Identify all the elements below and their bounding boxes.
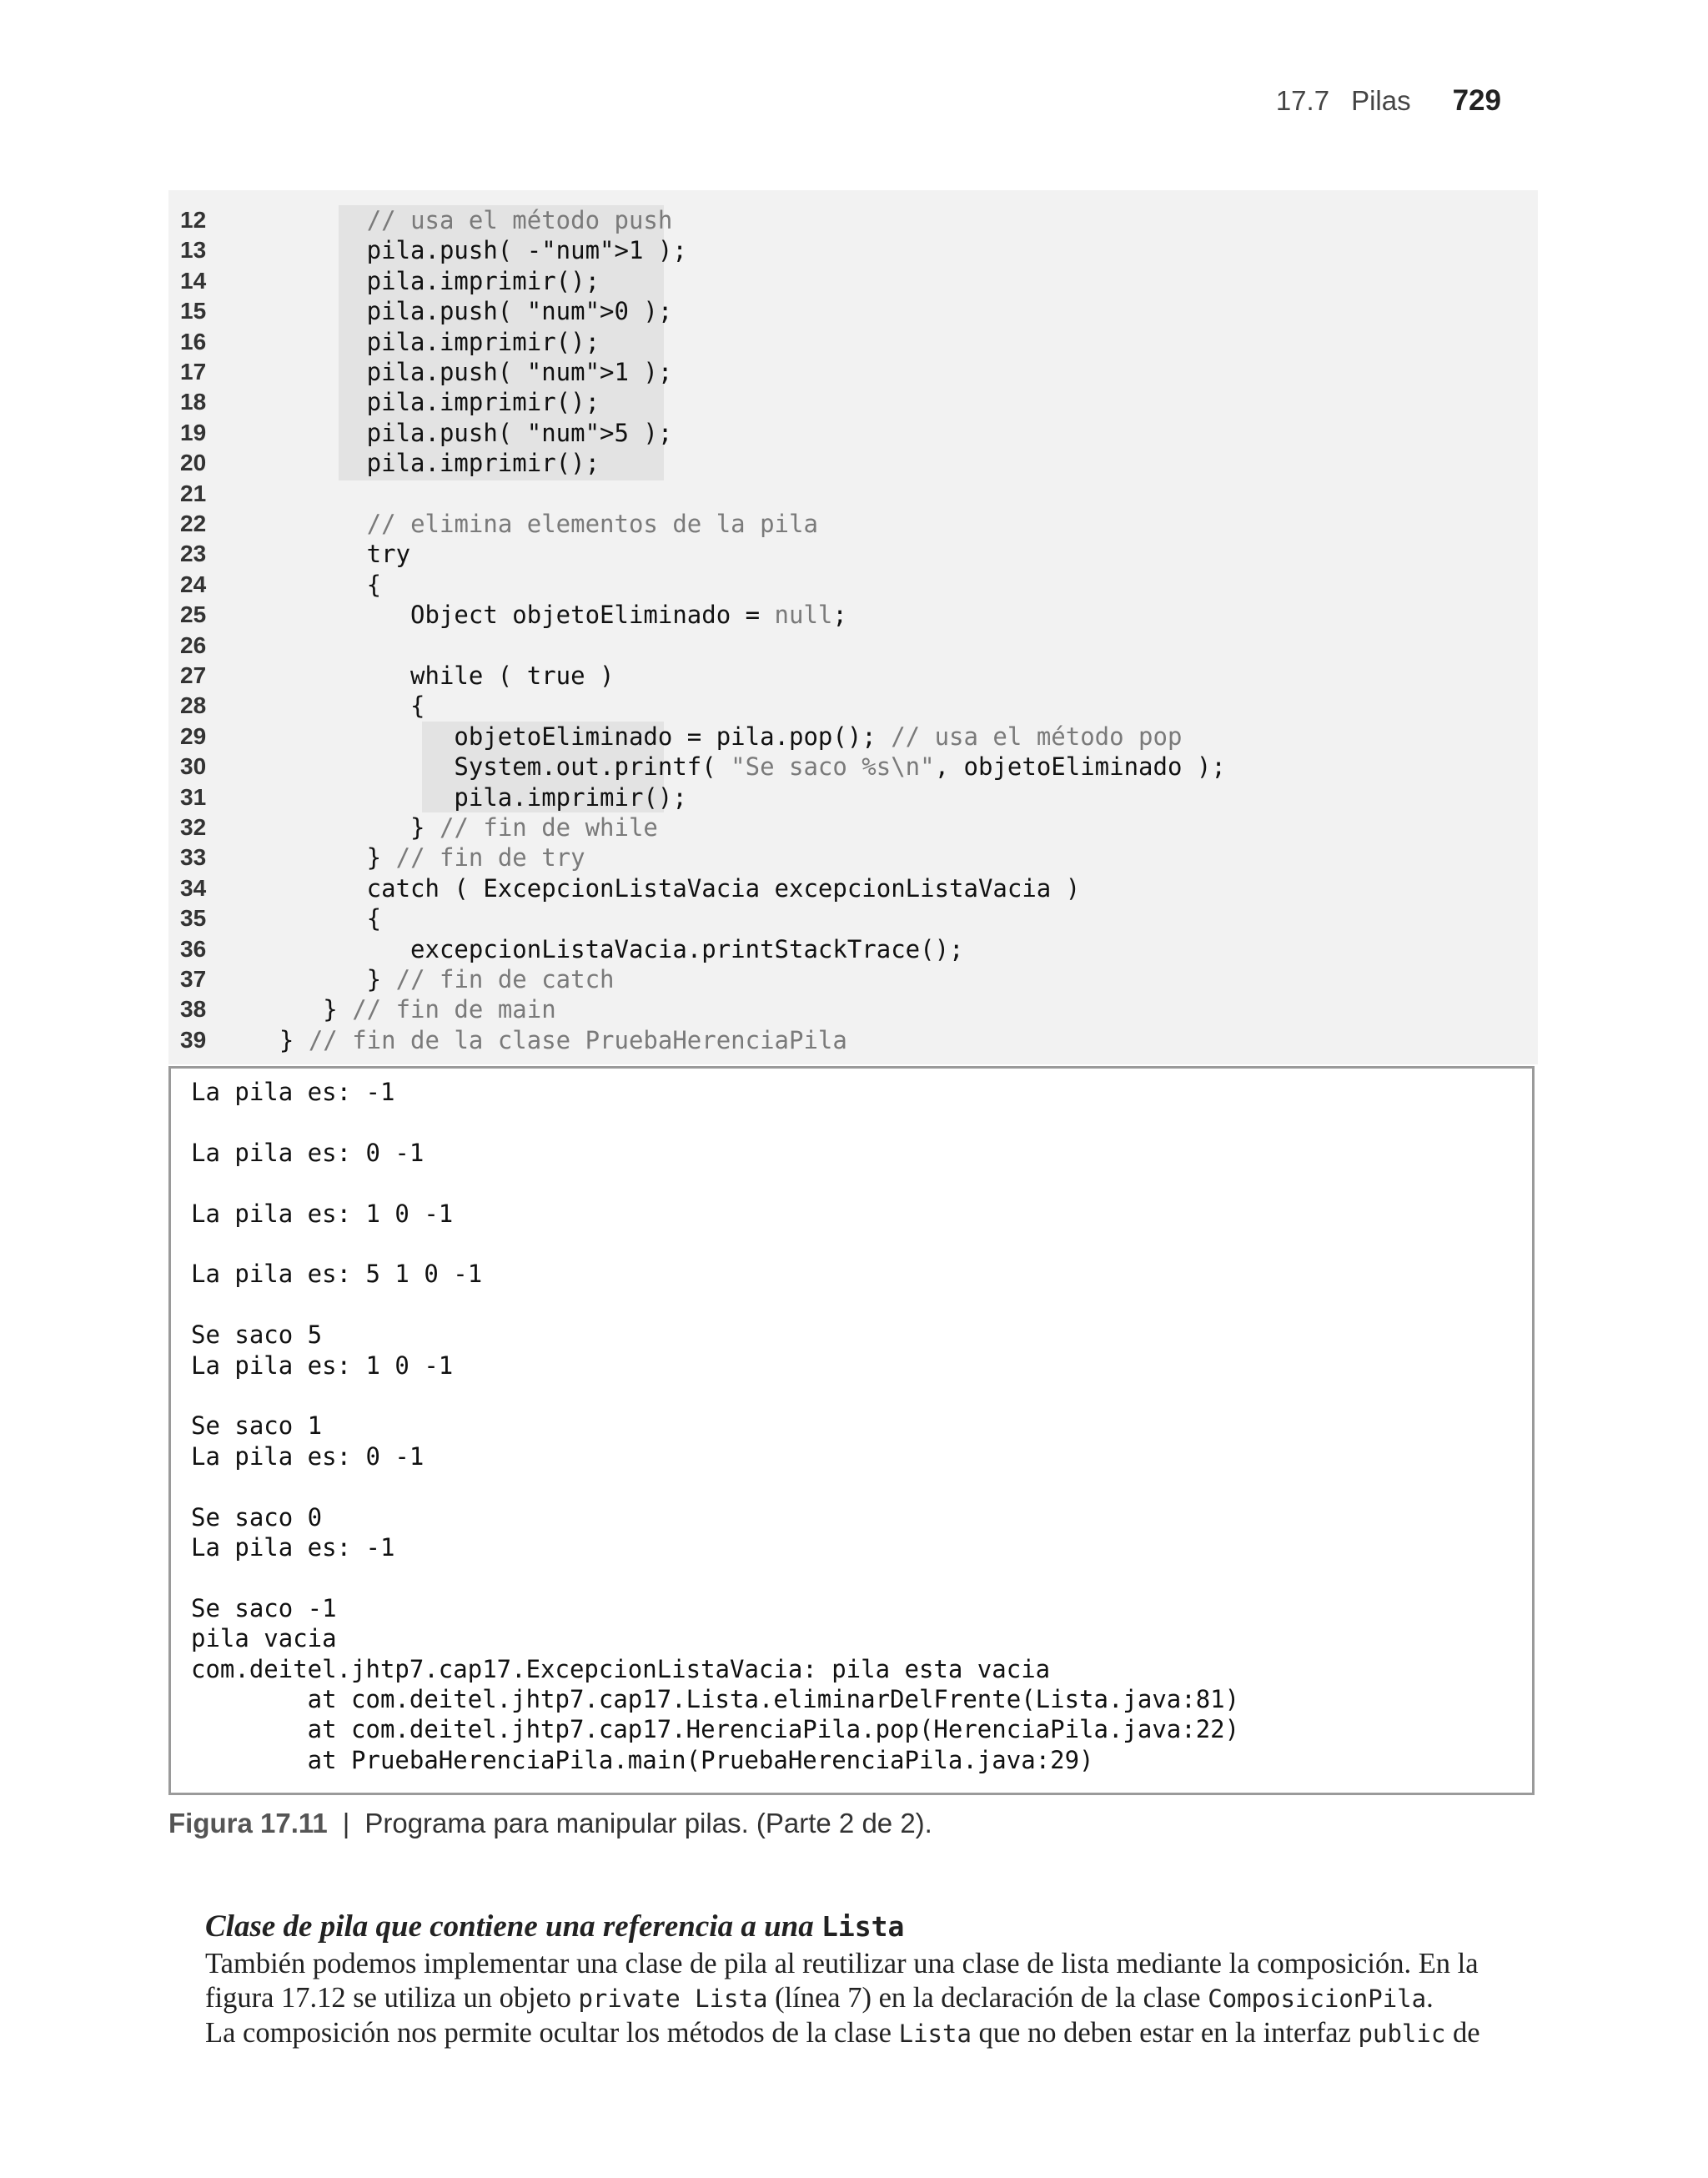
line-number: 16 bbox=[180, 328, 207, 355]
section-number: 17.7 bbox=[1275, 85, 1330, 116]
code-text: { bbox=[250, 904, 382, 933]
line-number: 34 bbox=[180, 874, 207, 901]
line-number: 35 bbox=[180, 905, 207, 932]
code-text: objetoEliminado = pila.pop(); // usa el método pop bbox=[250, 722, 1183, 751]
output-line: Se saco -1 bbox=[191, 1593, 337, 1622]
line-number: 21 bbox=[180, 480, 207, 506]
subheading-text: Clase de pila que contiene una referencia a una bbox=[205, 1909, 814, 1944]
code-text: pila.push( "num">1 ); bbox=[250, 358, 673, 386]
line-number: 30 bbox=[180, 753, 207, 780]
code-text: pila.push( -"num">1 ); bbox=[250, 236, 687, 265]
code-listing bbox=[168, 190, 1538, 1064]
section-title: Pilas bbox=[1351, 85, 1411, 116]
code-text: catch ( ExcepcionListaVacia excepcionListaVacia ) bbox=[250, 873, 1081, 903]
line-number: 37 bbox=[180, 966, 207, 992]
output-line: at PruebaHerenciaPila.main(PruebaHerenciaPila.java:29) bbox=[191, 1745, 1094, 1774]
code-public: public bbox=[1358, 2020, 1446, 2048]
output-line: Se saco 5 bbox=[191, 1320, 323, 1350]
code-text: pila.push( "num">5 ); bbox=[250, 418, 673, 447]
code-text: } // fin de main bbox=[250, 995, 556, 1024]
code-private-lista: private Lista bbox=[578, 1984, 768, 2013]
output-line: La pila es: -1 bbox=[191, 1078, 395, 1106]
output-line: Se saco 1 bbox=[191, 1411, 323, 1441]
line-number: 12 bbox=[180, 207, 207, 233]
line-number: 39 bbox=[180, 1026, 207, 1053]
code-text: { bbox=[250, 692, 425, 721]
line-number: 27 bbox=[180, 662, 207, 688]
line-number: 31 bbox=[180, 783, 207, 810]
paragraph-line-3-a: La composición nos permite ocultar los métodos de la clase bbox=[205, 2017, 892, 2049]
paragraph-line-1-text: También podemos implementar una clase de pila al reutilizar una clase de lista mediante la composición. En la bbox=[205, 1948, 1479, 1979]
line-number: 23 bbox=[180, 541, 207, 567]
figure-label: Figura 17.11 bbox=[168, 1808, 328, 1838]
paragraph-line-2-c: . bbox=[1426, 1982, 1434, 2014]
paragraph-line-2 bbox=[205, 1980, 1503, 2015]
line-number: 24 bbox=[180, 571, 207, 597]
output-line: La pila es: 0 -1 bbox=[191, 1138, 424, 1167]
figure-caption bbox=[168, 1803, 932, 1844]
output-line: La pila es: -1 bbox=[191, 1533, 395, 1562]
code-text: // usa el método push bbox=[366, 206, 673, 234]
line-number: 17 bbox=[180, 359, 207, 385]
code-text: Object objetoEliminado = null; bbox=[250, 601, 847, 630]
code-text: } // fin de la clase PruebaHerenciaPila bbox=[250, 1025, 847, 1054]
code-text: try bbox=[250, 540, 411, 569]
line-number: 13 bbox=[180, 237, 207, 264]
output-line: at com.deitel.jhtp7.cap17.Lista.eliminarDelFrente(Lista.java:81) bbox=[191, 1685, 1240, 1713]
paragraph-line-3-b: que no deben estar en la interfaz bbox=[978, 2017, 1351, 2049]
code-text: while ( true ) bbox=[250, 661, 615, 690]
output-line: Se saco 0 bbox=[191, 1502, 323, 1532]
code-text: } // fin de while bbox=[250, 813, 658, 842]
line-number: 32 bbox=[180, 814, 207, 840]
program-output bbox=[168, 1066, 1535, 1795]
code-text: { bbox=[250, 570, 382, 599]
code-text: } // fin de catch bbox=[250, 965, 615, 993]
line-number: 38 bbox=[180, 996, 207, 1023]
code-text: System.out.printf( "Se saco %s\n", objetoEliminado ); bbox=[250, 752, 1226, 782]
code-text: pila.imprimir(); bbox=[250, 449, 600, 478]
page-number: 729 bbox=[1452, 84, 1501, 117]
line-number: 33 bbox=[180, 844, 207, 871]
paragraph-line-2-b: (línea 7) en la declaración de la clase bbox=[775, 1982, 1201, 2014]
line-number: 19 bbox=[180, 419, 207, 445]
output-line: La pila es: 1 0 -1 bbox=[191, 1199, 454, 1228]
code-composicionpila: ComposicionPila bbox=[1208, 1984, 1427, 2013]
section-subheading bbox=[205, 1906, 904, 1948]
line-number: 14 bbox=[180, 267, 207, 294]
code-lista: Lista bbox=[898, 2020, 972, 2048]
code-text: pila.push( "num">0 ); bbox=[250, 297, 673, 326]
caption-text: Programa para manipular pilas. (Parte 2 de 2). bbox=[364, 1808, 932, 1838]
code-text: pila.imprimir(); bbox=[250, 327, 600, 356]
paragraph-line-3-c: de bbox=[1452, 2017, 1480, 2049]
output-line: at com.deitel.jhtp7.cap17.HerenciaPila.pop(HerenciaPila.java:22) bbox=[191, 1715, 1240, 1744]
code-text: pila.imprimir(); bbox=[250, 266, 600, 295]
code-text: // elimina elementos de la pila bbox=[366, 510, 818, 538]
line-number: 18 bbox=[180, 389, 207, 415]
caption-separator: | bbox=[342, 1808, 350, 1838]
output-line: pila vacia bbox=[191, 1624, 337, 1653]
line-number: 28 bbox=[180, 692, 207, 719]
line-number: 22 bbox=[180, 511, 207, 536]
line-number: 20 bbox=[180, 450, 207, 476]
line-number: 25 bbox=[180, 601, 207, 628]
output-line: La pila es: 0 -1 bbox=[191, 1441, 424, 1471]
subheading-code: Lista bbox=[821, 1910, 905, 1943]
paragraph-line-1 bbox=[205, 1946, 1503, 1981]
code-text: pila.imprimir(); bbox=[250, 388, 600, 417]
output-line: com.deitel.jhtp7.cap17.ExcepcionListaVacia: pila esta vacia bbox=[191, 1654, 1051, 1683]
output-line: La pila es: 5 1 0 -1 bbox=[191, 1260, 483, 1289]
line-number: 15 bbox=[180, 298, 207, 324]
line-number: 26 bbox=[180, 631, 207, 658]
paragraph-line-3 bbox=[205, 2015, 1503, 2050]
line-number: 29 bbox=[180, 722, 207, 749]
running-header bbox=[1251, 80, 1501, 122]
paragraph-line-2-a: figura 17.12 se utiliza un objeto bbox=[205, 1982, 571, 2014]
code-text: excepcionListaVacia.printStackTrace(); bbox=[250, 934, 964, 963]
line-number: 36 bbox=[180, 935, 207, 962]
code-text: pila.imprimir(); bbox=[250, 782, 687, 812]
code-text: } // fin de try bbox=[250, 843, 585, 873]
output-line: La pila es: 1 0 -1 bbox=[191, 1351, 454, 1380]
